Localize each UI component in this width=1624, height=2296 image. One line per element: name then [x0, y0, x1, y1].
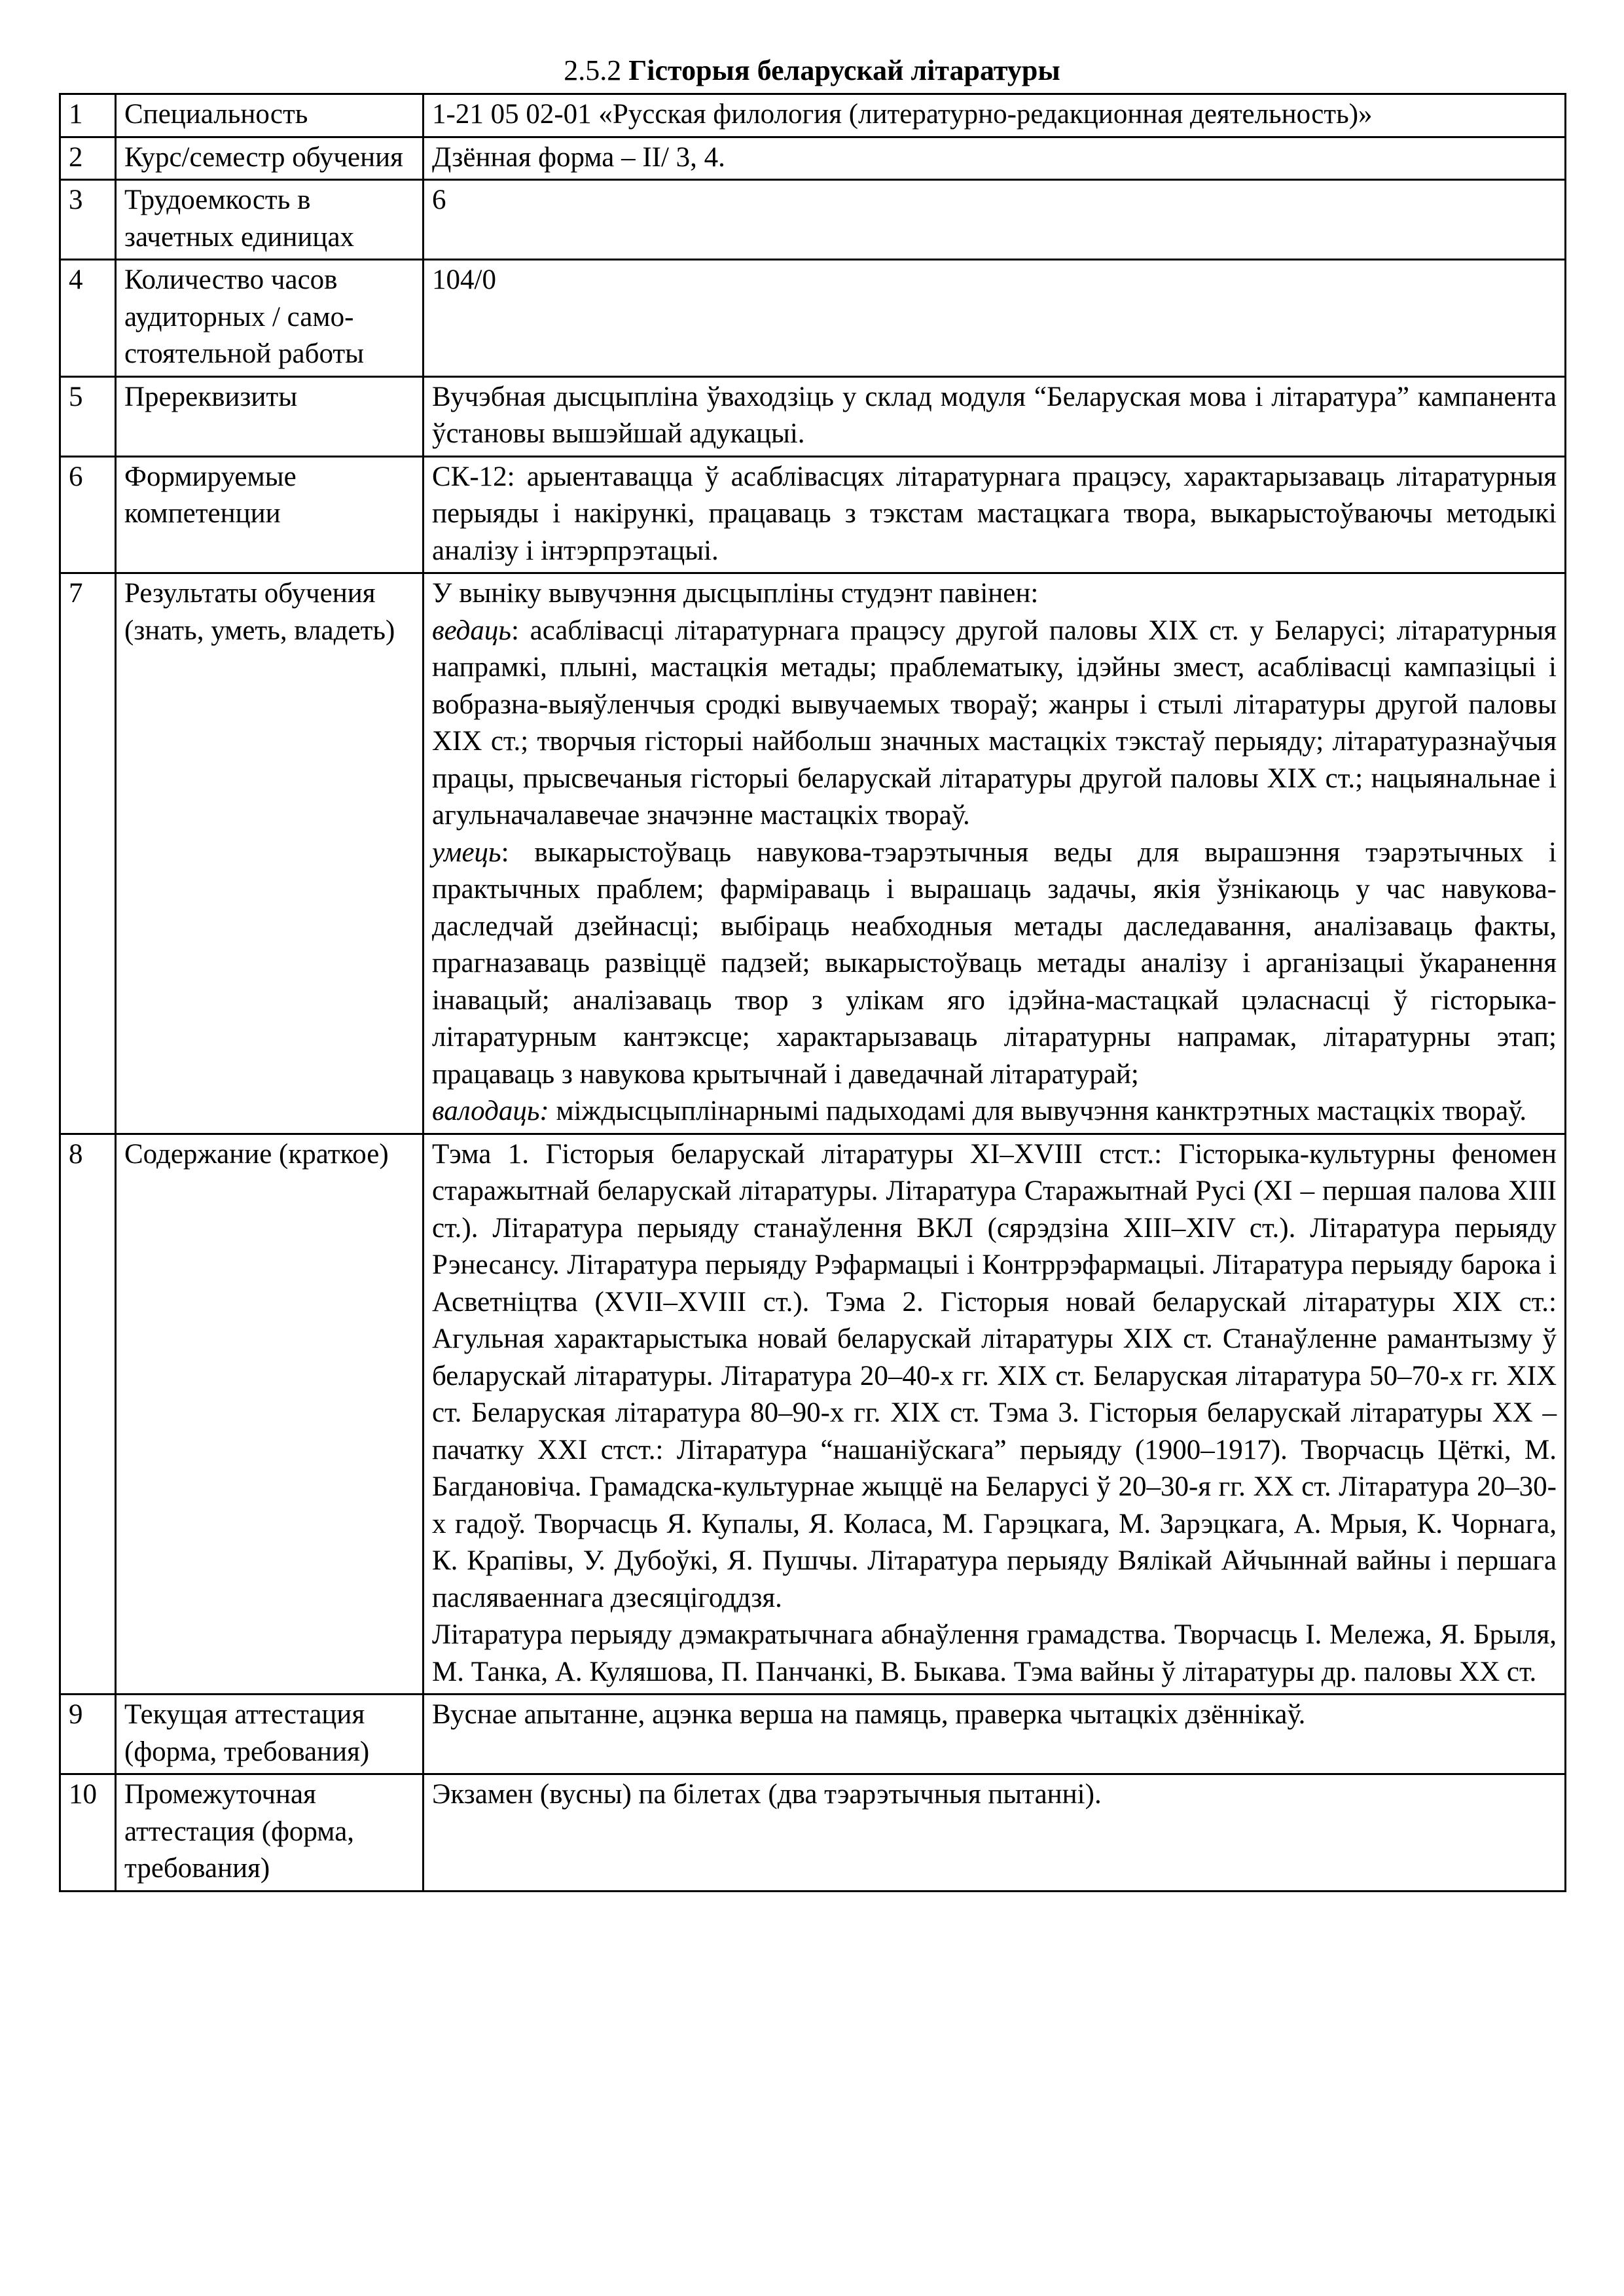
know-label: ведаць — [432, 615, 512, 646]
outcomes-know — [432, 613, 1557, 834]
row-number: 9 — [60, 1695, 116, 1774]
own-label: валодаць: — [432, 1096, 549, 1126]
outcomes-own — [432, 1093, 1557, 1130]
table-row — [60, 376, 1566, 456]
current-assessment-text: Вуснае апытанне, ацэнка верша на памяць, праверка чытацкіх дзённікаў. — [432, 1699, 1306, 1730]
course-table — [59, 93, 1566, 1892]
table-row — [60, 573, 1566, 1134]
row-value — [424, 137, 1566, 180]
row-number: 10 — [60, 1774, 116, 1892]
row-value — [424, 376, 1566, 456]
row-label: Количество часов аудиторных / само-стоятельной работы — [116, 260, 424, 377]
row-value — [424, 1134, 1566, 1695]
competences-text: СК-12: арыентавацца ў асаблівасцях літаратурнага працэсу, характарызаваць літаратурныя перыяды і накірункі, працаваць з тэкстам мастацкага твора, выкарыстоўваючы методыкі аналізу і інтэрпрэтацыі. — [432, 461, 1557, 566]
content-paragraph: Тэма 1. Гісторыя беларускай літаратуры XI–XVIII стст.: Гісторыка-культурны феномен старажытнай беларускай літаратуры. Літаратура Старажытнай Русі (XI – першая палова XIII ст.). Літаратура перыяду станаўлення ВКЛ (сярэдзіна XIII–XIV ст.). Літаратура перыяду Рэнесансу. Літаратура перыяду Рэфармацыі і Контррэфармацыі. Літаратура перыяду барока і Асветніцтва (XVII–XVIII ст.). Тэма 2. Гісторыя новай беларускай літаратуры XIX ст.: Агульная характарыстыка новай беларускай літаратуры XIX ст. Станаўленне рамантызму ў беларускай літаратуры. Літаратура 20–40-х гг. XIX ст. Беларуская літаратура 50–70-х гг. XIX ст. Беларуская літаратура 80–90-х гг. XIX ст. Тэма 3. Гісторыя беларускай літаратуры XX – пачатку XXI стст.: Літаратура “нашаніўскага” перыяду (1900–1917). Творчасць Цёткі, М. Багдановіча. Грамадска-культурнае жыццё на Беларусі ў 20–30-я гг. XX ст. Літаратура 20–30-х гадоў. Творчасць Я. Купалы, Я. Коласа, М. Гарэцкага, М. Зарэцкага, А. Мрыя, К. Чорнага, К. Крапівы, У. Дубоўкі, Я. Пушчы. Літаратура перыяду Вялікай Айчыннай вайны і першага пасляваеннага дзесяцігоддзя. — [432, 1138, 1557, 1613]
table-row — [60, 260, 1566, 377]
hours-text: 104/0 — [432, 264, 496, 295]
table-row — [60, 1695, 1566, 1774]
table-row — [60, 1774, 1566, 1892]
prerequisites-text: Вучэбная дысцыпліна ўваходзіць у склад модуля “Беларуская мова і літаратура” кампанента ўстановы вышэйшай адукацыі. — [432, 381, 1557, 449]
row-number: 4 — [60, 260, 116, 377]
row-label: Курс/семестр обучения — [116, 137, 424, 180]
outcomes-can — [432, 834, 1557, 1094]
know-text: : асаблівасці літаратурнага працэсу другой паловы XIX ст. у Беларусі; літаратурныя напрамкі, плыні, мастацкія метады; праблематыку, ідэйны змест, асаблівасці кампазіцыі і вобразна-выяўленчыя сродкі вывучаемых твораў; жанры і стылі літаратуры другой паловы XIX ст.; творчыя гісторыі найбольш значных мастацкіх тэкстаў перыяду; літаратуразнаўчыя працы, прысвечаныя гісторыі беларускай літаратуры другой паловы XIX ст.; нацыянальнае і агульначалавечае значэнне мастацкіх твораў. — [432, 615, 1557, 831]
row-number: 5 — [60, 376, 116, 456]
can-text: : выкарыстоўваць навукова-тэарэтычныя веды для вырашэння тэарэтычных і практычных праблем; фарміраваць і вырашаць задачы, якія ўзнікаюць у час навукова-даследчай дзейнасці; выбіраць неабходныя метады даследавання, аналізаваць факты, прагназаваць развіццё падзей; выкарыстоўваць метады аналізу і арганізацыі ўкаранення інавацый; аналізаваць твор з улікам яго ідэйна-мастацкай цэласнасці ў гісторыка-літаратурным кантэксце; характарызаваць літаратурны напрамак, літаратурны этап; працаваць з навукова крытычнай і даведачнай літаратурай; — [432, 836, 1557, 1090]
table-row — [60, 180, 1566, 260]
row-value — [424, 180, 1566, 260]
row-value — [424, 1695, 1566, 1774]
section-number: 2.5.2 — [564, 54, 622, 86]
course-semester-text: Дзённая форма – II/ 3, 4. — [432, 141, 725, 173]
credits-text: 6 — [432, 185, 446, 215]
row-number: 7 — [60, 573, 116, 1134]
table-row — [60, 456, 1566, 573]
row-number: 8 — [60, 1134, 116, 1695]
specialty-text: 1-21 05 02-01 «Русская филология (литературно-редакционная деятельность)» — [432, 99, 1373, 130]
can-label: умець — [432, 836, 501, 868]
row-number: 3 — [60, 180, 116, 260]
row-value — [424, 1774, 1566, 1892]
row-value — [424, 456, 1566, 573]
row-label: Пререквизиты — [116, 376, 424, 456]
row-label: Трудоемкость в зачетных единицах — [116, 180, 424, 260]
row-label: Содержание (краткое) — [116, 1134, 424, 1695]
intermediate-assessment-text: Экзамен (вусны) па білетах (два тэарэтычныя пытанні). — [432, 1779, 1102, 1810]
row-value — [424, 573, 1566, 1134]
table-row — [60, 1134, 1566, 1695]
row-label: Результаты обучения (знать, уметь, владеть) — [116, 573, 424, 1134]
row-label: Текущая аттестация (форма, требования) — [116, 1695, 424, 1774]
row-value — [424, 260, 1566, 377]
table-row — [60, 94, 1566, 137]
section-name: Гісторыя беларускай літаратуры — [628, 54, 1060, 86]
table-row — [60, 137, 1566, 180]
outcomes-intro: У выніку вывучэння дысцыпліны студэнт павінен: — [432, 578, 1039, 609]
own-text: міждысцыплінарнымі падыходамі для вывучэння канктрэтных мастацкіх твораў. — [549, 1096, 1527, 1126]
section-title — [0, 54, 1624, 88]
content-paragraph: Літаратура перыяду дэмакратычнага абнаўлення грамадства. Творчасць І. Мележа, Я. Брыля, М. Танка, А. Куляшова, П. Панчанкі, В. Быкава. Тэма вайны ў літаратуры др. паловы XX ст. — [432, 1619, 1557, 1687]
row-label: Промежуточная аттестация (форма, требования) — [116, 1774, 424, 1892]
row-label: Формируемые компетенции — [116, 456, 424, 573]
row-number: 6 — [60, 456, 116, 573]
row-number: 1 — [60, 94, 116, 137]
row-value — [424, 94, 1566, 137]
row-label: Специальность — [116, 94, 424, 137]
row-number: 2 — [60, 137, 116, 180]
